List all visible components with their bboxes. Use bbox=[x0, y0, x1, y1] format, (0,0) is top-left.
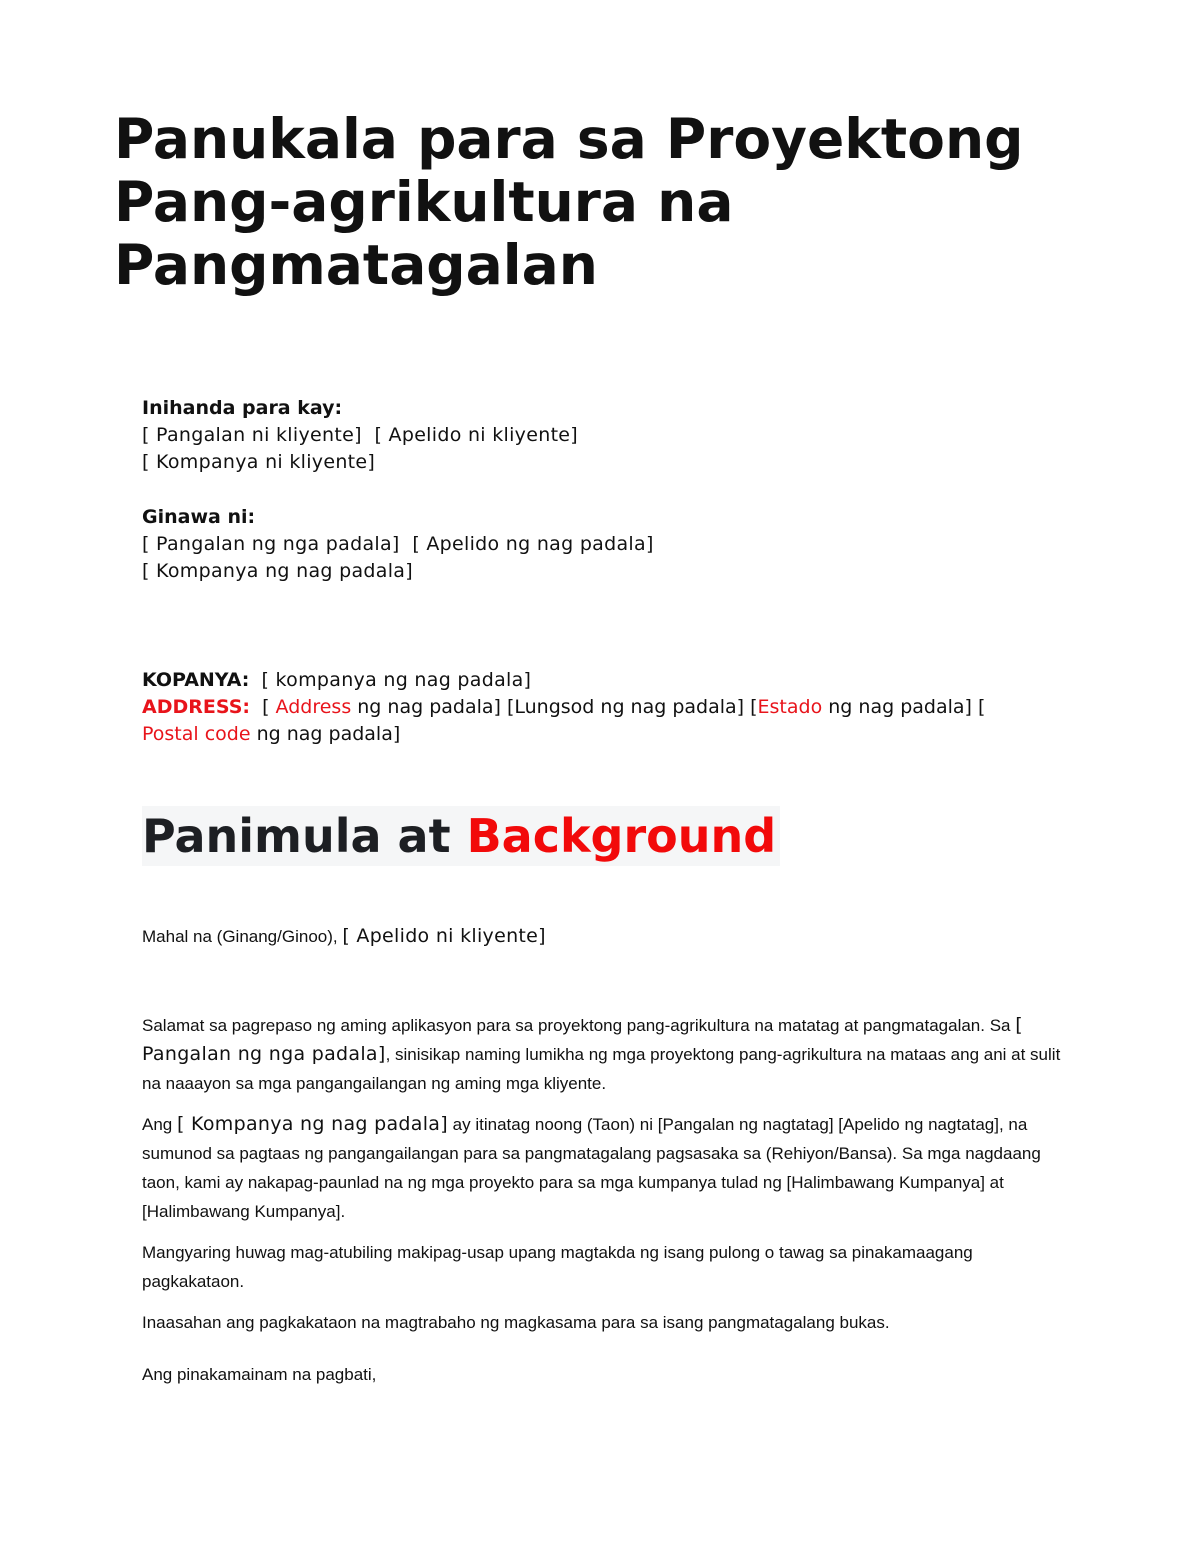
paragraph-4: Inaasahan ang pagkakataon na magtrabaho ng magkasama para sa isang pangmatagalang bukas. bbox=[142, 1313, 890, 1332]
company-address-block bbox=[142, 667, 1022, 748]
paragraph-1-after: , sinisikap naming lumikha ng mga proyektong pang-agrikultura na mataas ang ani at sulit na naaayon sa mga pangangailangan ng aming mga kliyente. bbox=[142, 1045, 1061, 1093]
address-line bbox=[142, 694, 1022, 748]
section-heading-red: Background bbox=[466, 809, 777, 863]
company-line bbox=[142, 667, 1022, 694]
salutation-placeholder: [ Apelido ni kliyente] bbox=[342, 925, 546, 947]
section-heading-main: Panimula at bbox=[142, 809, 451, 863]
sender-name-line bbox=[142, 531, 1082, 558]
paragraph-1-before: Salamat sa pagrepaso ng aming aplikasyon para sa proyektong pang-agrikultura na matatag at pangmatagalan. Sa bbox=[142, 1016, 1011, 1035]
client-last-name-placeholder: [ Apelido ni kliyente] bbox=[374, 424, 579, 446]
client-first-name-placeholder: [ Pangalan ni kliyente] bbox=[142, 424, 362, 446]
salutation-line bbox=[142, 922, 1082, 951]
client-name-line bbox=[142, 422, 1082, 449]
paragraph-3: Mangyaring huwag mag-atubiling makipag-usap upang magtakda ng isang pulong o tawag sa pinakamaagang pagkakataon. bbox=[142, 1243, 973, 1291]
company-label: KOPANYA: bbox=[142, 669, 250, 691]
section-heading bbox=[142, 806, 780, 866]
paragraph-2-after: ay itinatag noong (Taon) ni [Pangalan ng nagtatag] [Apelido ng nagtatag], na sumunod sa pagtaas ng pangangailangan para sa pangmatagalang pagsasaka sa (Rehiyon/Bansa). Sa mga nagdaang taon, kami ay nakapag-paunlad na ng mga proyekto para sa mga kumpanya tulad ng [Halimbawang Kumpanya] at [Halimbawang Kumpanya]. bbox=[142, 1115, 1041, 1221]
paragraph-1 bbox=[142, 1011, 1062, 1098]
sender-last-name-placeholder: [ Apelido ng nag padala] bbox=[412, 533, 654, 555]
closing-line: Ang pinakamainam na pagbati, bbox=[142, 1365, 377, 1384]
paragraph-2-placeholder: [ Kompanya ng nag padala] bbox=[176, 1113, 448, 1135]
prepared-for-block bbox=[142, 395, 1082, 476]
client-company-placeholder: [ Kompanya ni kliyente] bbox=[142, 451, 376, 473]
prepared-for-label: Inihanda para kay: bbox=[142, 397, 343, 419]
salutation bbox=[142, 922, 1082, 951]
address-after-postal: ng nag padala] bbox=[256, 723, 401, 745]
document-title: Panukala para sa Proyektong Pang-agrikultura na Pangmatagalan bbox=[114, 107, 1024, 297]
salutation-prefix: Mahal na (Ginang/Ginoo), bbox=[142, 927, 338, 946]
sender-company-placeholder: [ Kompanya ng nag padala] bbox=[142, 560, 413, 582]
sender-first-name-placeholder: [ Pangalan ng nga padala] bbox=[142, 533, 400, 555]
address-word: Address bbox=[275, 696, 352, 718]
address-label: ADDRESS: bbox=[142, 696, 250, 718]
letter-body bbox=[142, 1011, 1062, 1389]
paragraph-2-before: Ang bbox=[142, 1115, 173, 1134]
prepared-by-block bbox=[142, 504, 1082, 585]
postal-code-word: Postal code bbox=[142, 723, 251, 745]
estado-word: Estado bbox=[757, 696, 823, 718]
address-open-bracket: [ bbox=[262, 696, 270, 718]
paragraph-1-placeholder: [ Pangalan ng nga padala] bbox=[142, 1014, 1023, 1065]
address-after-address: ng nag padala] [Lungsod ng nag padala] [ bbox=[357, 696, 758, 718]
address-after-estado: ng nag padala] [ bbox=[828, 696, 986, 718]
prepared-by-label: Ginawa ni: bbox=[142, 506, 256, 528]
company-value: [ kompanya ng nag padala] bbox=[261, 669, 532, 691]
paragraph-2 bbox=[142, 1110, 1062, 1226]
